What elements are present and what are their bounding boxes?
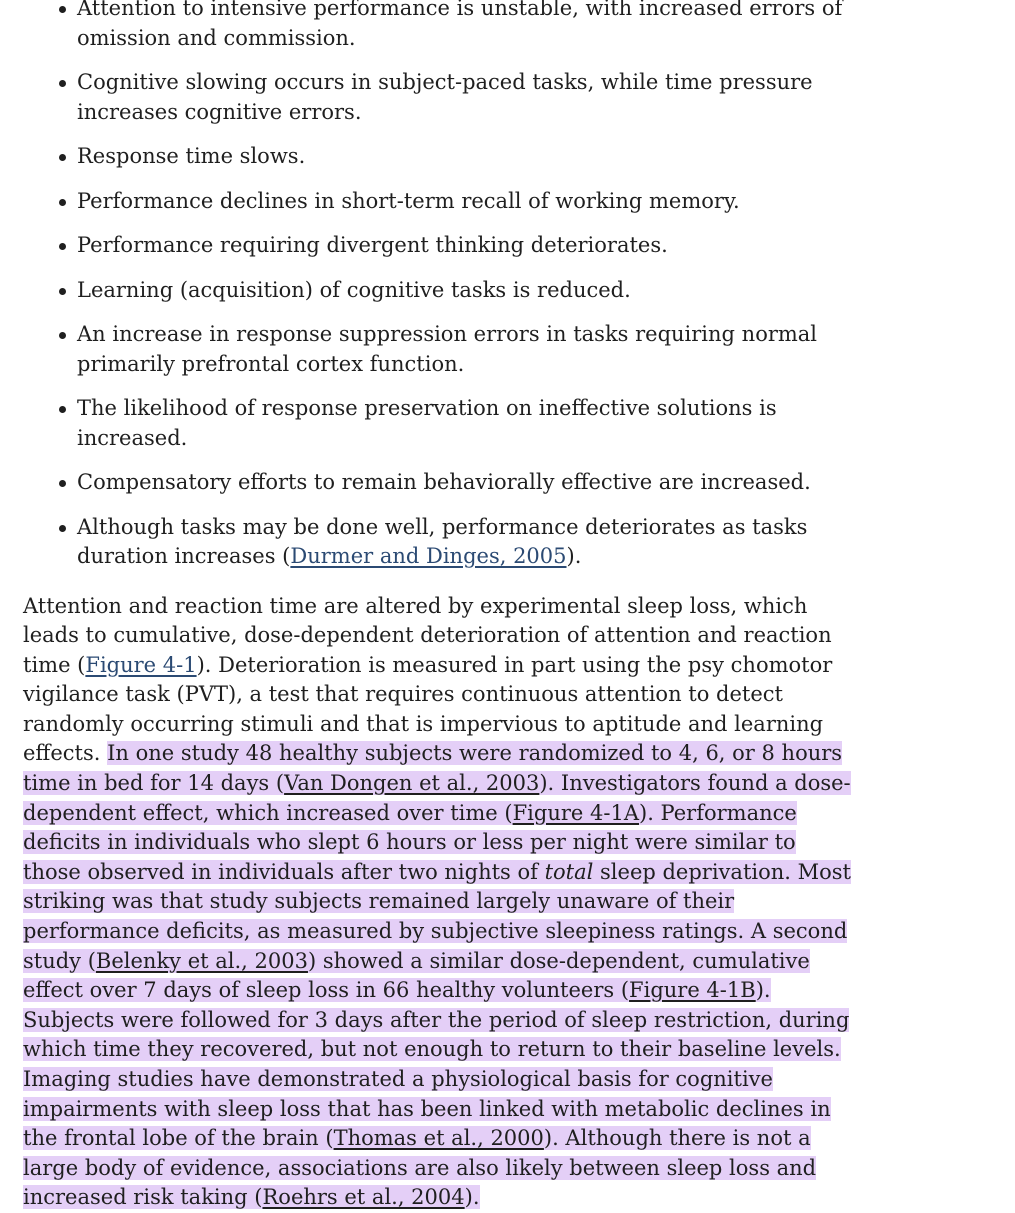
figure-link-4-1b[interactable]: Figure 4-1B: [629, 978, 756, 1003]
list-item: [77, 394, 857, 453]
bullet-icon: [59, 332, 66, 339]
list-item: [77, 320, 857, 379]
bullet-icon: [59, 243, 66, 250]
list-item-text: Compensatory efforts to remain behaviorally effective are increased.: [77, 470, 811, 494]
bullet-icon: [59, 80, 66, 87]
citation-link-belenky[interactable]: Belenky et al., 2003: [95, 948, 308, 973]
highlighted-passage: [23, 741, 851, 1209]
list-item-text: Performance declines in short-term recall of working memory.: [77, 188, 740, 213]
findings-list: [0, 0, 1015, 572]
list-item-text: Although tasks may be done well, performance deteriorates as tasks duration increases (: [77, 514, 808, 568]
paragraph-text: Attention and reaction time are altered by experimental sleep loss, which leads to cumulative, dose-dependent deterioration of attention and reaction time (: [23, 593, 832, 677]
paragraph-text: ). Deterioration is measured in part using the psy chomotor vigilance task (PVT), a test that requires continuous attention to detect randomly occurring stimuli and that is impervious to aptitude and learning effects.: [23, 652, 833, 766]
list-item: [77, 142, 857, 172]
bullet-icon: [59, 288, 66, 295]
citation-link-thomas[interactable]: Thomas et al., 2000: [333, 1126, 544, 1151]
list-item-text: The likelihood of response preservation on ineffective solutions is increased.: [77, 396, 777, 450]
list-item-text: Learning (acquisition) of cognitive tasks is reduced.: [77, 277, 631, 302]
highlighted-text: ). Investigators found a dose-dependent effect, which increased over time (: [23, 771, 851, 825]
list-item: [77, 468, 857, 498]
bullet-icon: [59, 480, 66, 487]
list-item-text: Attention to intensive performance is unstable, with increased errors of omission and commission.: [77, 0, 843, 50]
figure-link-4-1a[interactable]: Figure 4-1A: [512, 800, 639, 825]
list-item: [77, 276, 857, 306]
highlighted-text: sleep deprivation. Most striking was that study subjects remained largely unaware of their performance deficits, as measured by subjective sleepiness ratings. A second study (: [23, 859, 851, 973]
list-item: [77, 68, 857, 127]
list-item-text: Response time slows.: [77, 144, 306, 168]
highlighted-text: ). Performance deficits in individuals who slept 6 hours or less per night were similar to those observed in individuals after two nights of: [23, 800, 797, 884]
body-paragraph: [23, 592, 859, 1213]
figure-link-4-1[interactable]: Figure 4-1: [85, 652, 197, 677]
list-item: [77, 187, 857, 217]
list-item-text: ).: [566, 544, 582, 568]
highlighted-text: In one study 48 healthy subjects were randomized to 4, 6, or 8 hours time in bed for 14 days (: [23, 741, 843, 796]
list-item: [77, 231, 857, 261]
list-item-text: An increase in response suppression errors in tasks requiring normal primarily prefrontal cortex function.: [77, 322, 818, 376]
bullet-icon: [59, 154, 66, 161]
bullet-icon: [59, 6, 66, 13]
list-item: [77, 513, 857, 572]
list-item-text: Performance requiring divergent thinking deteriorates.: [77, 233, 668, 257]
list-item: [77, 0, 857, 53]
citation-link-durmer-dinges[interactable]: Durmer and Dinges, 2005: [290, 544, 567, 568]
highlighted-text: ). Subjects were followed for 3 days after the period of sleep restriction, during which time they recovered, but not enough to return to their baseline levels. Imaging studies have demonstrated a physiological basis for cognitive impairments with sleep loss that has been linked with metabolic declines in the frontal lobe of the brain (: [23, 978, 850, 1151]
citation-link-roehrs[interactable]: Roehrs et al., 2004: [262, 1185, 465, 1210]
bullet-icon: [59, 406, 66, 413]
highlighted-text: ).: [464, 1185, 480, 1210]
highlighted-text: ) showed a similar dose-dependent, cumulative effect over 7 days of sleep loss in 66 healthy volunteers (: [23, 948, 810, 1003]
bullet-icon: [59, 199, 66, 206]
citation-link-van-dongen[interactable]: Van Dongen et al., 2003: [284, 771, 540, 796]
emphasis-text: total: [544, 859, 594, 884]
highlighted-text: ). Although there is not a large body of evidence, associations are also likely between sleep loss and increased risk taking (: [23, 1126, 817, 1210]
list-item-text: Cognitive slowing occurs in subject-paced tasks, while time pressure increases cognitive errors.: [77, 70, 813, 124]
bullet-icon: [59, 525, 66, 532]
